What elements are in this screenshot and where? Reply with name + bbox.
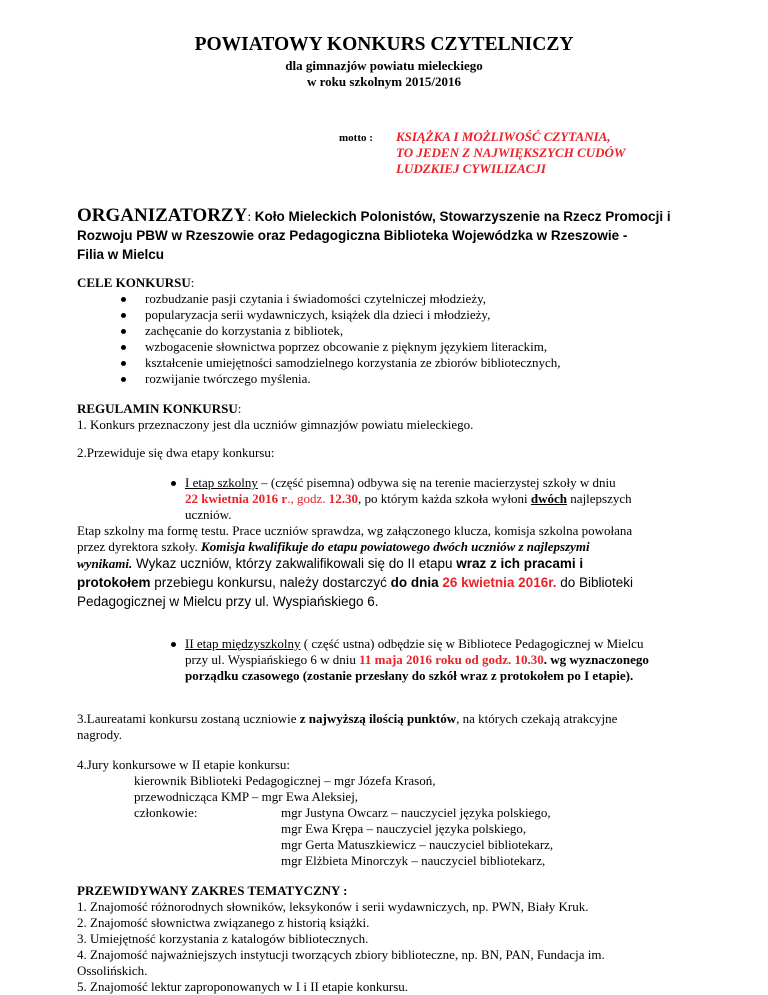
topic-item: 4. Znajomość najważniejszych instytucji tworzących zbiory biblioteczne, np. BN, PAN, Fundacja im.: [77, 947, 605, 962]
stage-1-two: dwóch: [530, 491, 568, 506]
deliver-line-3: Pedagogicznej w Mielcu przy ul. Wyspiańskiego 6.: [77, 594, 379, 609]
deliver-text-1: Wykaz uczniów, którzy zakwalifikowali się do II etapu: [132, 556, 457, 571]
organizers-text-1: Koło Mieleckich Polonistów, Stowarzyszenie na Rzecz Promocji i: [254, 209, 671, 224]
bullet-icon: [171, 481, 176, 486]
goal-item: rozwijanie twórczego myślenia.: [145, 371, 311, 386]
jury-member: przewodnicząca KMP – mgr Ewa Aleksiej,: [134, 789, 359, 804]
motto-line-2: TO JEDEN Z NAJWIĘKSZYCH CUDÓW: [396, 145, 626, 160]
deliver-line-2: [77, 574, 633, 591]
topics-heading: PRZEWIDYWANY ZAKRES TEMATYCZNY :: [77, 883, 348, 898]
test-line-1: Etap szkolny ma formę testu. Prace uczniów sprawdza, wg załączonego klucza, komisja szkolna powołana: [77, 523, 633, 538]
motto-label: motto :: [339, 132, 373, 144]
stage-2-date: 11 maja 2016 roku od godz. 10.30: [359, 652, 544, 667]
organizers-colon: :: [247, 210, 255, 225]
organizers-text-2: Rozwoju PBW w Rzeszowie oraz Pedagogiczna Biblioteka Wojewódzka w Rzeszowie -: [77, 228, 628, 243]
deliver-protocol: protokołem: [77, 575, 151, 590]
stage-1-title: I etap szkolny: [185, 475, 258, 490]
rule-3-bold: z najwyższą ilością punktów: [299, 711, 457, 726]
deliver-line-1: [77, 555, 583, 573]
bullet-icon: [121, 377, 126, 382]
topic-item: Ossolińskich.: [77, 963, 148, 978]
deliver-until: do dnia: [390, 575, 443, 590]
jury-members-label: członkowie:: [134, 805, 198, 820]
stage-2-text-1: ( część ustna) odbędzie się w Bibliotece Pedagogicznej w Mielcu: [300, 636, 644, 651]
bullet-icon: [121, 345, 126, 350]
page-title: POWIATOWY KONKURS CZYTELNICZY: [194, 34, 574, 55]
deliver-to-library: do Biblioteki: [556, 575, 634, 590]
rules-colon: :: [237, 401, 242, 416]
deliver-with-works: wraz z ich pracami i: [456, 556, 584, 571]
jury-member: mgr Elżbieta Minorczyk – nauczyciel bibliotekarz,: [281, 853, 546, 868]
rule-3-text-1: 3.Laureatami konkursu zostaną uczniowie: [77, 711, 300, 726]
stage-2-line-1: [185, 636, 643, 652]
motto-line-1: KSIĄŻKA I MOŻLIWOŚĆ CZYTANIA,: [396, 129, 611, 144]
rule-3-line-2: nagrody.: [77, 727, 123, 742]
rules-heading: REGULAMIN KONKURSU: [77, 401, 238, 416]
qualify-italic-1: Komisja kwalifikuje do etapu powiatowego dwóch uczniów z najlepszymi: [201, 539, 590, 554]
bullet-icon: [121, 313, 126, 318]
test-line-2-text: przez dyrektora szkoły.: [77, 539, 202, 554]
stage-2-title: II etap międzyszkolny: [185, 636, 301, 651]
bullet-icon: [121, 297, 126, 302]
rule-3-line-1: [77, 711, 617, 727]
stage-2-line-2: [185, 652, 649, 668]
organizers-line-1: [77, 205, 671, 227]
stage-2-text-3: . wg wyznaczonego: [543, 652, 649, 667]
organizers-text-3: Filia w Mielcu: [77, 247, 165, 262]
goal-item: popularyzacja serii wydawniczych, książek dla dzieci i młodzieży,: [145, 307, 491, 322]
stage-2-line-3: porządku czasowego (zostanie przesłany do szkół wraz z protokołem po I etapie).: [185, 668, 634, 683]
test-line-2: [77, 539, 590, 555]
rule-2: 2.Przewiduje się dwa etapy konkursu:: [77, 445, 275, 460]
stage-1-line-3: uczniów.: [185, 507, 232, 522]
stage-1-date: 22 kwietnia 2016 r: [185, 491, 288, 506]
deliver-text-2: przebiegu konkursu, należy dostarczyć: [150, 575, 391, 590]
goal-item: wzbogacenie słownictwa poprzez obcowanie z pięknym językiem literackim,: [145, 339, 548, 354]
bullet-icon: [121, 361, 126, 366]
goal-item: kształcenie umiejętności samodzielnego korzystania ze zbiorów bibliotecznych,: [145, 355, 561, 370]
bullet-icon: [171, 642, 176, 647]
stage-1-line-2: [185, 491, 632, 507]
rule-1: 1. Konkurs przeznaczony jest dla uczniów gimnazjów powiatu mieleckiego.: [77, 417, 474, 432]
rule-3-text-2: , na których czekają atrakcyjne: [456, 711, 618, 726]
topic-item: 2. Znajomość słownictwa związanego z historią książki.: [77, 915, 370, 930]
deliver-deadline: 26 kwietnia 2016r.: [442, 575, 557, 590]
qualify-italic-2: wynikami.: [77, 556, 133, 571]
jury-member: mgr Ewa Krępa – nauczyciel języka polskiego,: [281, 821, 527, 836]
jury-member: mgr Gerta Matuszkiewicz – nauczyciel bibliotekarz,: [281, 837, 554, 852]
stage-1-text-3: najlepszych: [567, 491, 632, 506]
goals-colon: :: [190, 275, 195, 290]
subtitle-school-year: w roku szkolnym 2015/2016: [307, 74, 461, 89]
stage-1-text: – (część pisemna) odbywa się na terenie macierzystej szkoły w dniu: [257, 475, 616, 490]
stage-1-text-2: , po którym każda szkoła wyłoni: [357, 491, 531, 506]
goals-heading: CELE KONKURSU: [77, 275, 191, 290]
jury-member: mgr Justyna Owcarz – nauczyciel języka polskiego,: [281, 805, 551, 820]
bullet-icon: [121, 329, 126, 334]
motto-line-3: LUDZKIEJ CYWILIZACJI: [396, 161, 546, 176]
goal-item: zachęcanie do korzystania z bibliotek,: [145, 323, 344, 338]
stage-1-sep: ., godz.: [287, 491, 329, 506]
stage-1-time: 12.30: [328, 491, 358, 506]
rules-heading-line: [77, 401, 241, 417]
rule-4: 4.Jury konkursowe w II etapie konkursu:: [77, 757, 291, 772]
topic-item: 3. Umiejętność korzystania z katalogów bibliotecznych.: [77, 931, 369, 946]
topic-item: 1. Znajomość różnorodnych słowników, leksykonów i serii wydawniczych, np. PWN, Biały Kruk.: [77, 899, 589, 914]
stage-1-line-1: [185, 475, 616, 491]
goals-heading-line: [77, 275, 194, 291]
stage-2-text-2: przy ul. Wyspiańskiego 6 w dniu: [185, 652, 360, 667]
topic-item: 5. Znajomość lektur zaproponowanych w I i II etapie konkursu.: [77, 979, 409, 994]
jury-member: kierownik Biblioteki Pedagogicznej – mgr Józefa Krasoń,: [134, 773, 436, 788]
organizers-heading: ORGANIZATORZY: [77, 205, 248, 226]
subtitle-schools: dla gimnazjów powiatu mieleckiego: [285, 58, 483, 73]
goal-item: rozbudzanie pasji czytania i świadomości czytelniczej młodzieży,: [145, 291, 486, 306]
